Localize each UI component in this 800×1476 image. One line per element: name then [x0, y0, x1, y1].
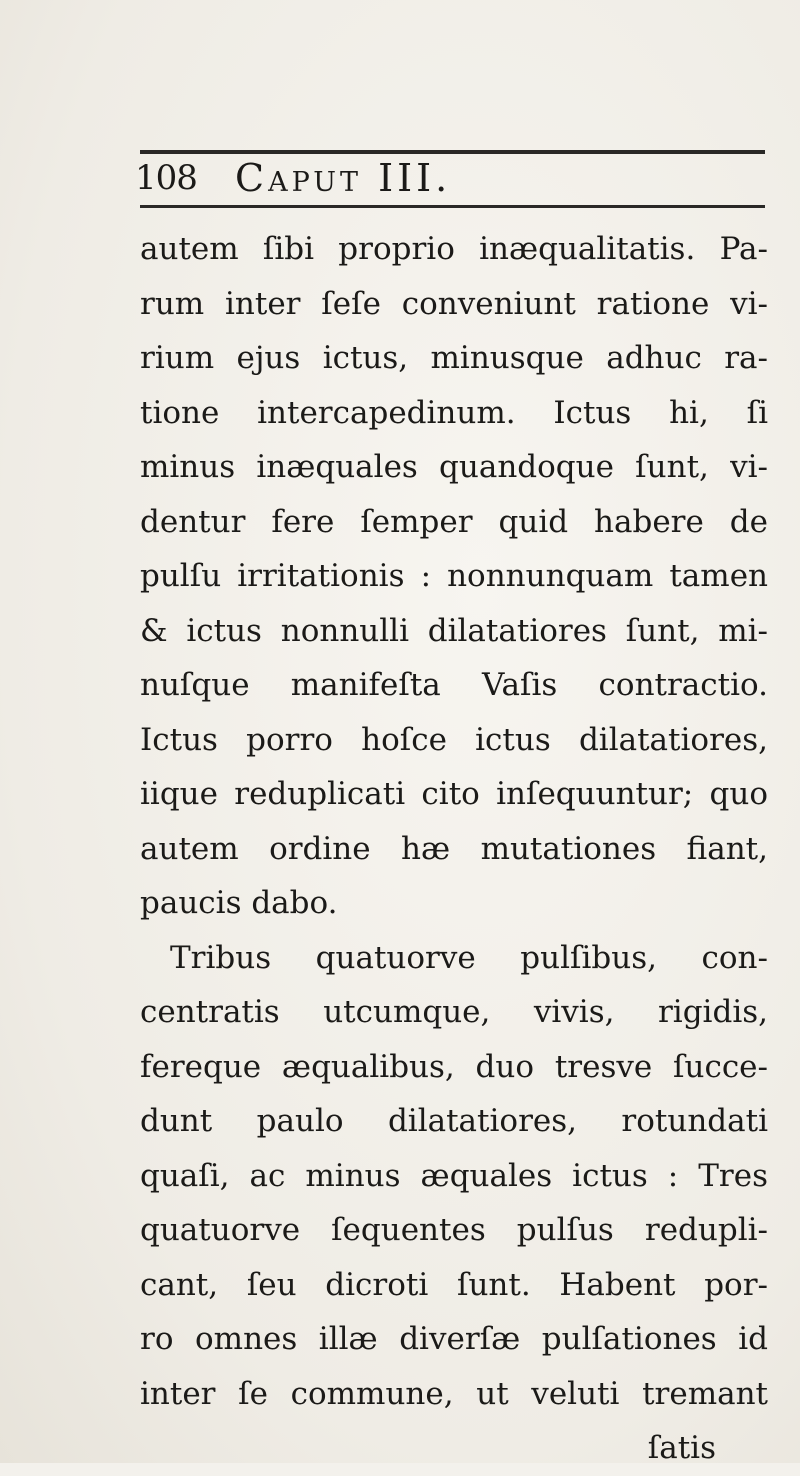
text-line: inter ſe commune, ut veluti tremant — [140, 1375, 768, 1412]
body-text — [140, 222, 768, 1476]
text-line: autem ordine hæ mutationes fiant, — [140, 830, 768, 867]
text-line: autem ſibi proprio inæqualitatis. Pa- — [140, 231, 768, 267]
text-line: pulſu irritationis : nonnunquam tamen — [140, 558, 768, 594]
text-line: minus inæquales quandoque ſunt, vi- — [140, 449, 768, 485]
catchword: ſatis — [647, 1430, 716, 1466]
text-line: nuſque manifeſta Vaſis contractio. — [140, 667, 768, 703]
header-rule — [140, 205, 765, 208]
text-line: quaſi, ac minus æquales ictus : Tres — [140, 1157, 768, 1194]
text-line: ro omnes illæ diverſæ pulſationes id — [140, 1321, 768, 1357]
text-line: paucis dabo. — [140, 885, 338, 921]
text-line: cant, ſeu dicroti ſunt. Habent por- — [140, 1266, 768, 1303]
running-head: Caput III. — [235, 156, 452, 200]
text-line: quatuorve ſequentes pulſus redupli- — [140, 1212, 768, 1248]
text-line: dunt paulo dilatatiores, rotundati — [140, 1103, 768, 1139]
text-line: tione intercapedinum. Ictus hi, ſi — [140, 394, 768, 431]
text-line: Ictus porro hoſce ictus dilatatiores, — [140, 721, 768, 758]
text-line: rum inter ſeſe conveniunt ratione vi- — [140, 285, 768, 322]
top-rule — [140, 150, 765, 154]
page-number: 108 — [135, 158, 197, 198]
text-line: Tribus quatuorve pulſibus, con- — [170, 939, 768, 976]
text-line: rium ejus ictus, minusque adhuc ra- — [140, 340, 768, 376]
text-line: iique reduplicati cito inſequuntur; quo — [140, 776, 768, 812]
text-line: fereque æqualibus, duo tresve ſucce- — [140, 1048, 768, 1085]
text-line: centratis utcumque, vivis, rigidis, — [140, 994, 768, 1030]
text-line: dentur fere ſemper quid habere de — [140, 503, 768, 540]
text-line: & ictus nonnulli dilatatiores ſunt, mi- — [140, 612, 768, 649]
page-header — [135, 156, 765, 200]
